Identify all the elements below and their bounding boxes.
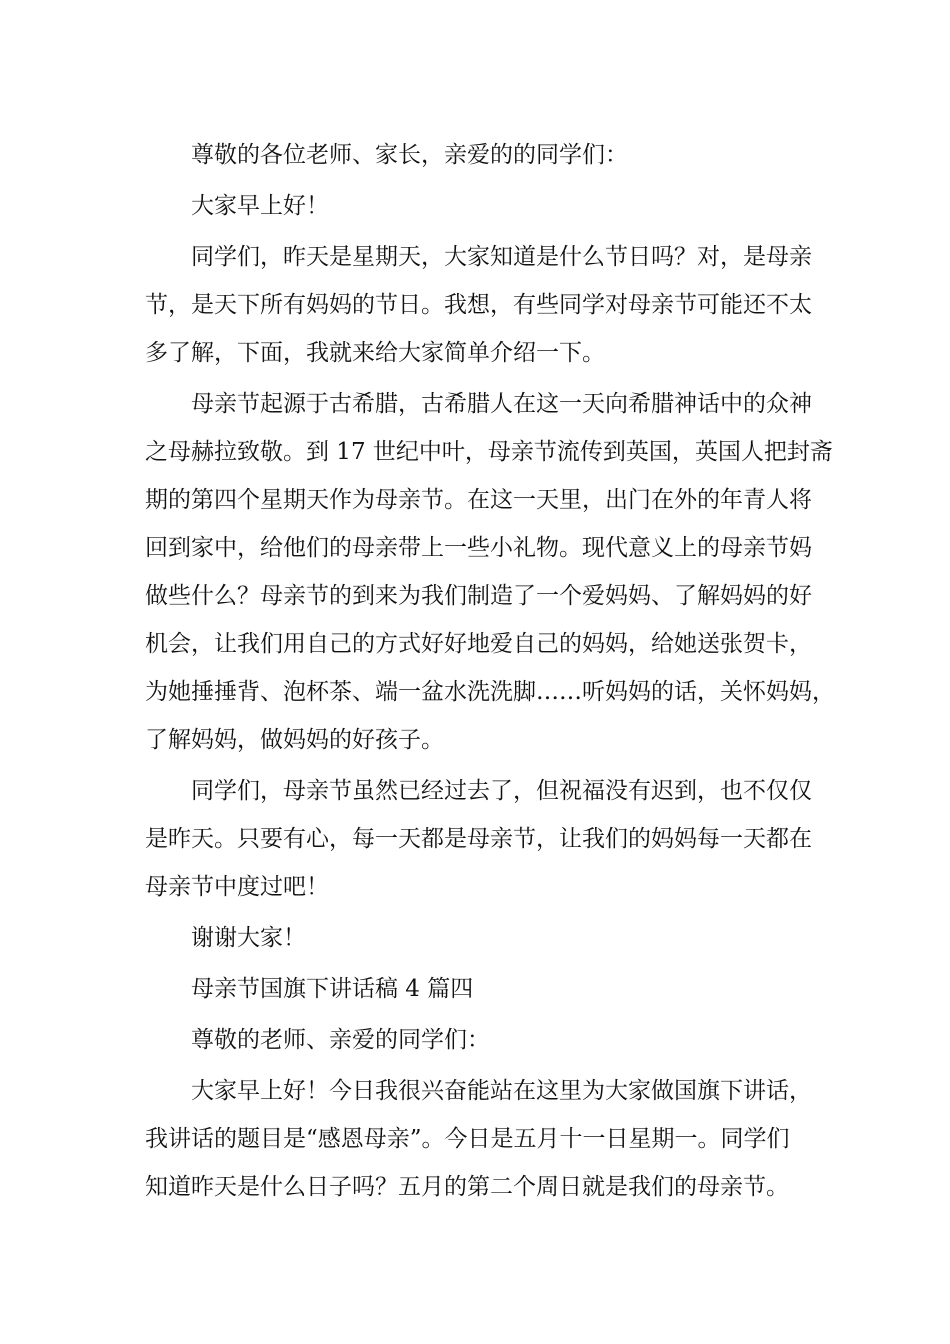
paragraph-greeting-2 <box>145 1016 815 1064</box>
text-line: 大家早上好！ <box>191 193 329 219</box>
paragraph-speech-intro <box>145 1067 815 1211</box>
text-line: 期的第四个星期天作为母亲节。在这一天里，出门在外的年青人将 <box>145 487 812 513</box>
text-line: 多了解，下面，我就来给大家简单介绍一下。 <box>145 340 605 366</box>
paragraph-greeting <box>145 131 815 179</box>
text-line: 我讲话的题目是“感恩母亲”。今日是五月十一日星期一。同学们 <box>145 1126 790 1152</box>
text-line: 尊敬的老师、亲爱的同学们： <box>191 1027 490 1053</box>
text-line: 为她捶捶背、泡杯茶、端一盆水洗洗脚……听妈妈的话，关怀妈妈， <box>145 679 835 705</box>
text-line: 之母赫拉致敬。到 17 世纪中叶，母亲节流传到英国，英国人把封斋 <box>145 439 833 465</box>
text-line: 做些什么？母亲节的到来为我们制造了一个爱妈妈、了解妈妈的好 <box>145 583 812 609</box>
text-line: 机会，让我们用自己的方式好好地爱自己的妈妈，给她送张贺卡， <box>145 631 812 657</box>
text-line: 同学们，母亲节虽然已经过去了，但祝福没有迟到，也不仅仅 <box>191 778 812 804</box>
text-line: 是昨天。只要有心，每一天都是母亲节，让我们的妈妈每一天都在 <box>145 826 812 852</box>
text-line: 母亲节起源于古希腊，古希腊人在这一天向希腊神话中的众神 <box>191 391 812 417</box>
text-line: 大家早上好！今日我很兴奋能站在这里为大家做国旗下讲话， <box>191 1078 812 1104</box>
paragraph-blessing <box>145 767 815 911</box>
text-line: 了解妈妈，做妈妈的好孩子。 <box>145 727 444 753</box>
document-body <box>145 131 835 1211</box>
text-line: 回到家中，给他们的母亲带上一些小礼物。现代意义上的母亲节妈 <box>145 535 812 561</box>
paragraph-origin <box>145 380 835 764</box>
text-line: 母亲节中度过吧！ <box>145 874 329 900</box>
text-line: 节，是天下所有妈妈的节日。我想，有些同学对母亲节可能还不太 <box>145 292 812 318</box>
text-line: 谢谢大家！ <box>191 925 306 951</box>
text-line: 母亲节国旗下讲话稿 4 篇四 <box>191 976 474 1002</box>
text-line: 知道昨天是什么日子吗？五月的第二个周日就是我们的母亲节。 <box>145 1174 789 1200</box>
paragraph-good-morning <box>145 182 815 230</box>
text-line: 尊敬的各位老师、家长，亲爱的的同学们： <box>191 142 628 168</box>
text-line: 同学们，昨天是星期天，大家知道是什么节日吗？对，是母亲 <box>191 244 812 270</box>
section-title <box>145 965 815 1013</box>
paragraph-thanks <box>145 914 815 962</box>
paragraph-intro <box>145 233 815 377</box>
